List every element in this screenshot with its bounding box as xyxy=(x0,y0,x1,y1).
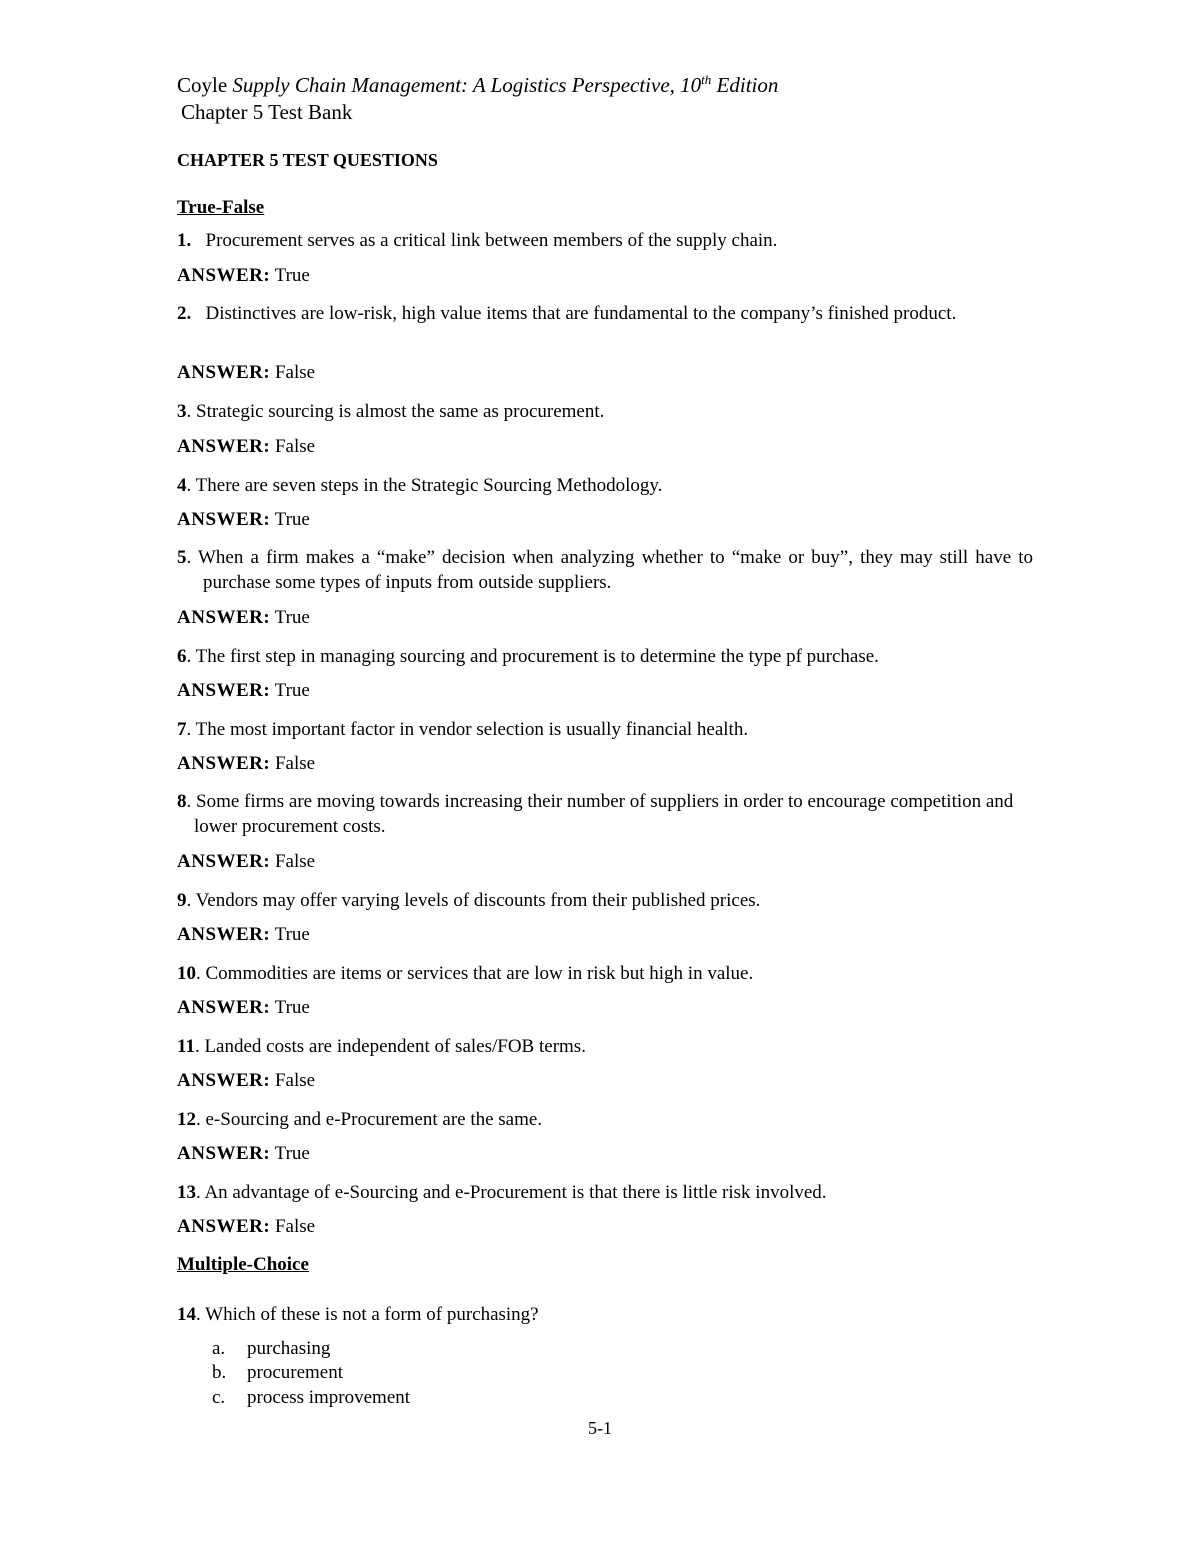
answer-10 xyxy=(177,997,310,1019)
question-number: 6 xyxy=(177,646,187,667)
answer-label: ANSWER: xyxy=(177,680,271,701)
question-10 xyxy=(177,961,1033,986)
question-number: 14 xyxy=(177,1304,196,1325)
answer-9 xyxy=(177,924,310,946)
question-number: 12 xyxy=(177,1109,196,1130)
question-14 xyxy=(177,1302,1033,1327)
question-number: 11 xyxy=(177,1036,195,1057)
answer-label: ANSWER: xyxy=(177,362,271,383)
question-number: 13 xyxy=(177,1182,196,1203)
question-5 xyxy=(177,545,1033,595)
answer-label: ANSWER: xyxy=(177,1216,271,1237)
option-letter: b. xyxy=(212,1362,227,1383)
answer-2 xyxy=(177,362,315,384)
question-4 xyxy=(177,473,1033,498)
answer-value: False xyxy=(274,851,316,872)
answer-5 xyxy=(177,607,310,629)
question-text: . Some firms are moving towards increasing their number of suppliers in order to encourage competition and lower procurement costs. xyxy=(186,791,1014,837)
answer-13 xyxy=(177,1216,315,1238)
answer-7 xyxy=(177,753,315,775)
question-9 xyxy=(177,888,1033,913)
section-multiple-choice: Multiple-Choice xyxy=(177,1254,309,1275)
answer-value: False xyxy=(274,1216,316,1237)
question-text: . e-Sourcing and e-Procurement are the same. xyxy=(196,1109,543,1130)
answer-6 xyxy=(177,680,310,702)
page-number: 5-1 xyxy=(588,1418,612,1438)
question-number: 2. xyxy=(177,303,192,324)
edition-superscript: th xyxy=(701,72,712,87)
question-text: . Landed costs are independent of sales/FOB terms. xyxy=(194,1036,586,1057)
answer-label: ANSWER: xyxy=(177,436,271,457)
option-text: procurement xyxy=(247,1362,344,1383)
answer-value: True xyxy=(274,1143,310,1164)
answer-label: ANSWER: xyxy=(177,265,271,286)
answer-value: True xyxy=(274,680,310,701)
answer-label: ANSWER: xyxy=(177,851,271,872)
question-text: . Which of these is not a form of purchasing? xyxy=(196,1304,539,1325)
answer-value: True xyxy=(274,509,310,530)
question-text: . Strategic sourcing is almost the same as procurement. xyxy=(186,401,605,422)
question-text: . There are seven steps in the Strategic Sourcing Methodology. xyxy=(186,475,663,496)
answer-value: True xyxy=(274,265,310,286)
question-number: 5 xyxy=(177,547,187,568)
question-2 xyxy=(177,301,1033,326)
section-true-false: True-False xyxy=(177,197,265,218)
question-number: 4 xyxy=(177,475,187,496)
answer-8 xyxy=(177,851,315,873)
book-header xyxy=(177,72,778,98)
answer-label: ANSWER: xyxy=(177,924,271,945)
question-text: . The first step in managing sourcing and procurement is to determine the type pf purchase. xyxy=(186,646,879,667)
answer-4 xyxy=(177,509,310,531)
answer-label: ANSWER: xyxy=(177,509,271,530)
question-text: . Commodities are items or services that are low in risk but high in value. xyxy=(196,963,754,984)
answer-value: False xyxy=(274,436,316,457)
question-number: 9 xyxy=(177,890,187,911)
question-11 xyxy=(177,1034,1033,1059)
author: Coyle xyxy=(177,73,228,97)
option-text: purchasing xyxy=(247,1338,331,1359)
answer-value: True xyxy=(274,924,310,945)
option-b xyxy=(212,1362,343,1384)
answer-11 xyxy=(177,1070,315,1092)
answer-label: ANSWER: xyxy=(177,997,271,1018)
question-number: 10 xyxy=(177,963,196,984)
answer-12 xyxy=(177,1143,310,1165)
answer-label: ANSWER: xyxy=(177,607,271,628)
question-13 xyxy=(177,1180,1033,1205)
question-text: . Vendors may offer varying levels of discounts from their published prices. xyxy=(186,890,761,911)
question-number: 3 xyxy=(177,401,187,422)
question-text: Procurement serves as a critical link between members of the supply chain. xyxy=(205,230,778,251)
question-3 xyxy=(177,399,1033,424)
question-12 xyxy=(177,1107,1033,1132)
answer-value: True xyxy=(274,997,310,1018)
option-c xyxy=(212,1387,410,1409)
answer-3 xyxy=(177,436,315,458)
question-8 xyxy=(177,789,1033,839)
answer-value: True xyxy=(274,607,310,628)
question-number: 1. xyxy=(177,230,192,251)
question-text: . When a firm makes a “make” decision when analyzing whether to “make or buy”, they may still have to purchase some types of inputs from outside suppliers. xyxy=(186,547,1033,593)
page-title: CHAPTER 5 TEST QUESTIONS xyxy=(177,150,438,170)
question-1 xyxy=(177,228,1033,253)
question-text: . An advantage of e-Sourcing and e-Procurement is that there is little risk involved. xyxy=(196,1182,827,1203)
question-number: 7 xyxy=(177,719,187,740)
answer-value: False xyxy=(274,753,316,774)
edition-word: Edition xyxy=(711,73,779,97)
question-text: Distinctives are low-risk, high value items that are fundamental to the company’s finished product. xyxy=(205,303,957,324)
book-title: Supply Chain Management: A Logistics Perspective, 10 xyxy=(232,73,702,97)
answer-label: ANSWER: xyxy=(177,753,271,774)
question-7 xyxy=(177,717,1033,742)
question-text: . The most important factor in vendor selection is usually financial health. xyxy=(186,719,749,740)
chapter-subtitle: Chapter 5 Test Bank xyxy=(181,100,353,124)
answer-label: ANSWER: xyxy=(177,1143,271,1164)
answer-1 xyxy=(177,265,310,287)
option-a xyxy=(212,1338,330,1360)
answer-value: False xyxy=(274,362,316,383)
option-letter: a. xyxy=(212,1338,226,1359)
answer-label: ANSWER: xyxy=(177,1070,271,1091)
option-letter: c. xyxy=(212,1387,226,1408)
question-6 xyxy=(177,644,1033,669)
question-number: 8 xyxy=(177,791,187,812)
answer-value: False xyxy=(274,1070,316,1091)
option-text: process improvement xyxy=(247,1387,411,1408)
